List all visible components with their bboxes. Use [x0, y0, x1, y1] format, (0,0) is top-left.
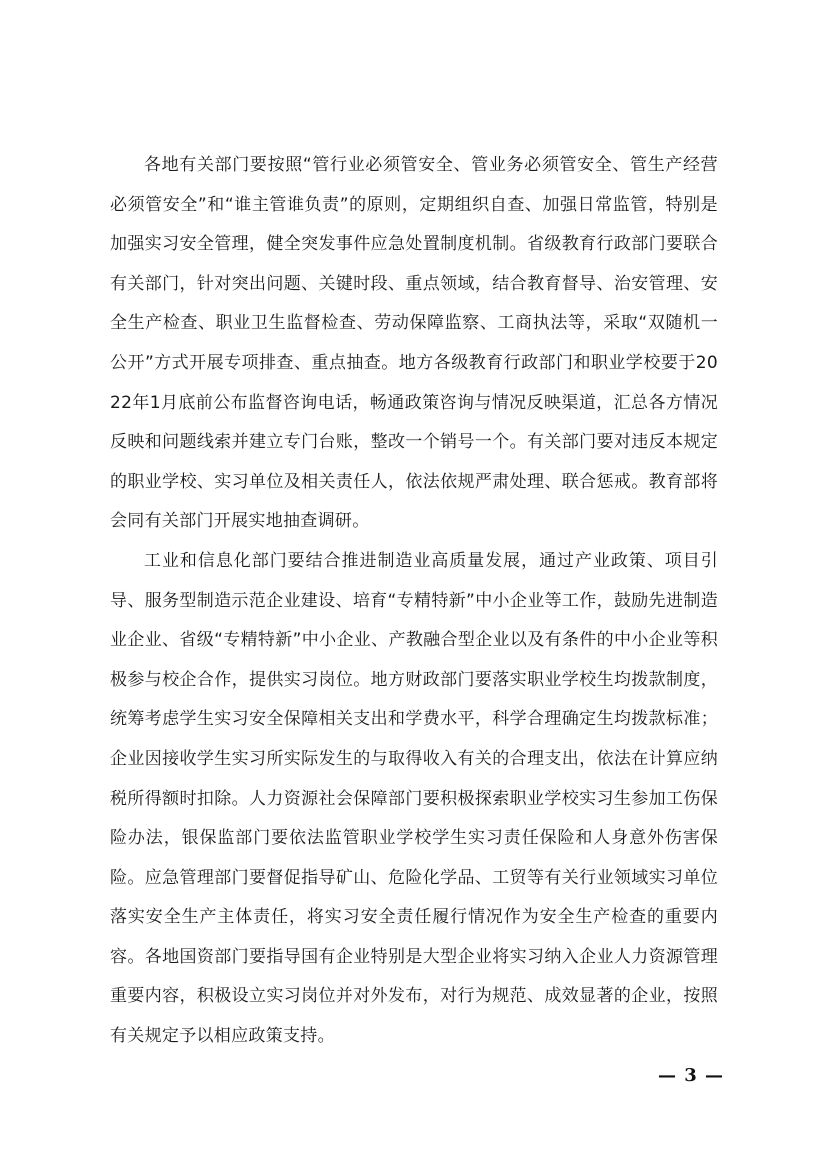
document-body — [110, 146, 718, 1057]
page-number: — 3 — — [657, 1065, 724, 1086]
paragraph-industry-support: 工业和信息化部门要结合推进制造业高质量发展，通过产业政策、项目引导、服务型制造示范企业建设、培育“专精特新”中小企业等工作，鼓励先进制造业企业、省级“专精特新”中小企业、产教融合型企业以及有条件的中小企业等积极参与校企合作，提供实习岗位。地方财政部门要落实职业学校生均拨款制度，统筹考虑学生实习安全保障相关支出和学费水平，科学合理确定生均拨款标准；企业因接收学生实习所实际发生的与取得收入有关的合理支出，依法在计算应纳税所得额时扣除。人力资源社会保障部门要积极探索职业学校实习生参加工伤保险办法，银保监部门要依法监管职业学校学生实习责任保险和人身意外伤害保险。应急管理部门要督促指导矿山、危险化学品、工贸等有关行业领域实习单位落实安全生产主体责任，将实习安全责任履行情况作为安全生产检查的重要内容。各地国资部门要指导国有企业特别是大型企业将实习纳入企业人力资源管理重要内容，积极设立实习岗位并对外发布，对行为规范、成效显著的企业，按照有关规定予以相应政策支持。 — [110, 550, 718, 1047]
paragraph-supervision: 各地有关部门要按照“管行业必须管安全、管业务必须管安全、管生产经营必须管安全”和“谁主管谁负责”的原则，定期组织自查、加强日常监管，特别是加强实习安全管理，健全突发事件应急处置制度机制。省级教育行政部门要联合有关部门，针对突出问题、关键时段、重点领域，结合教育督导、治安管理、安全生产检查、职业卫生监督检查、劳动保障监察、工商执法等，采取“双随机一公开”方式开展专项排查、重点抽查。地方各级教育行政部门和职业学校要于2022年1月底前公布监督咨询电话，畅通政策咨询与情况反映渠道，汇总各方情况反映和问题线索并建立专门台账，整改一个销号一个。有关部门要对违反本规定的职业学校、实习单位及相关责任人，依法依规严肃处理、联合惩戒。教育部将会同有关部门开展实地抽查调研。 — [110, 155, 718, 532]
